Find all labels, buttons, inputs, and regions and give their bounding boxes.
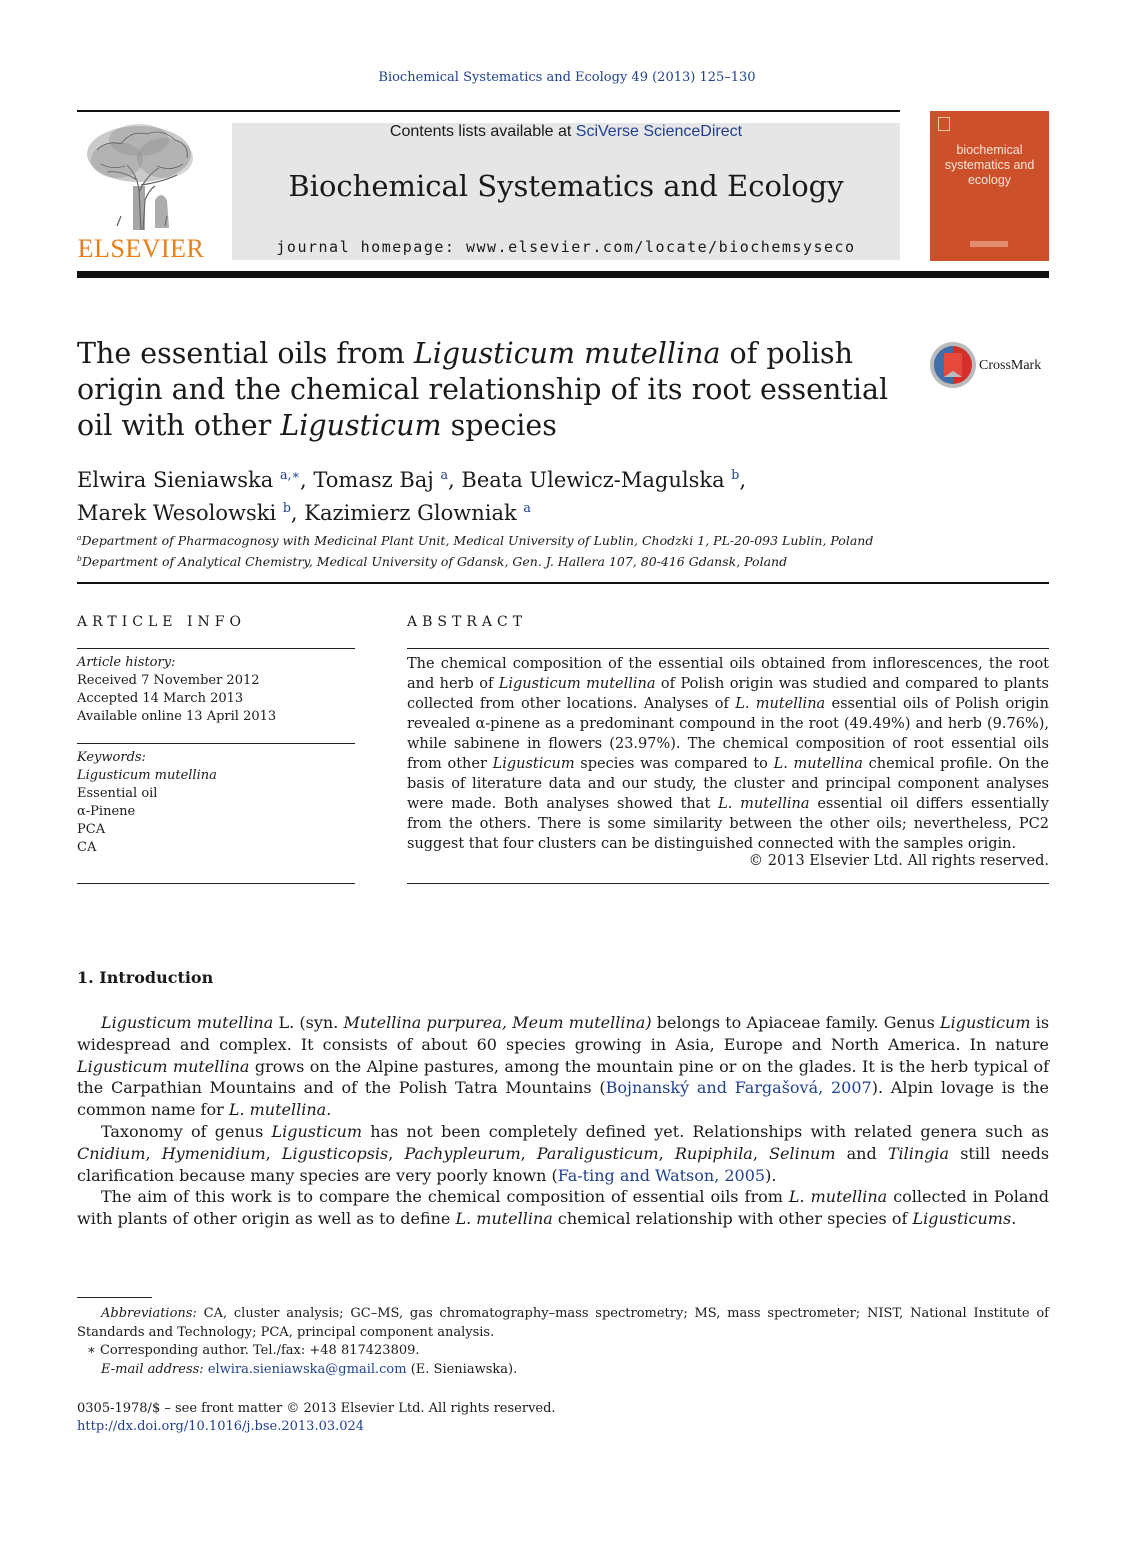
abstract-heading: ABSTRACT xyxy=(407,614,528,630)
author-affil-mark[interactable]: a xyxy=(523,500,531,515)
affiliation-item xyxy=(77,529,1037,550)
author-affil-mark[interactable]: b xyxy=(731,467,740,482)
affiliations xyxy=(77,529,1037,571)
author-affil-mark[interactable]: b xyxy=(282,500,291,515)
abstract-part: essential oils of Polish origin revealed α-pinene as a predominant compound in the root (49.49%) and herb (9.76%), while sabinene in flowers (23.97%). The chemical composition of root essential oils from other xyxy=(407,696,1049,772)
keyword-item: Essential oil xyxy=(77,786,158,801)
contents-line xyxy=(232,123,900,141)
cover-title: biochemical systematics and ecology xyxy=(944,143,1035,187)
abstract-part: chemical profile. On the basis of literature data and our study, the cluster and principal component analyses were made. Both analyses showed that xyxy=(407,756,1049,812)
header-top-rule xyxy=(77,110,900,112)
email-link[interactable]: elwira.sieniawska@gmail.com xyxy=(207,1361,407,1377)
author-name: Marek Wesolowski xyxy=(77,501,277,525)
author-separator: , xyxy=(300,468,314,492)
species-name: L. mutellina xyxy=(718,796,810,812)
journal-title: Biochemical Systematics and Ecology xyxy=(288,169,844,203)
cover-logo-icon xyxy=(938,117,950,131)
header-bottom-rule xyxy=(77,271,1049,278)
doi-link[interactable]: http://dx.doi.org/10.1016/j.bse.2013.03.024 xyxy=(77,1419,365,1434)
elsevier-tree-icon xyxy=(77,120,205,232)
divider xyxy=(77,743,355,744)
crossmark-label: CrossMark xyxy=(979,358,1042,373)
crossmark-icon xyxy=(929,341,977,389)
abstract-part: The chemical composition of the essential oils obtained from inflorescences, the root and herb of xyxy=(407,656,1049,692)
history-label: Article history: xyxy=(77,655,176,670)
divider xyxy=(407,883,1049,884)
article-info-heading: ARTICLE INFO xyxy=(77,614,246,630)
elsevier-wordmark: ELSEVIER xyxy=(77,234,205,263)
abstract-part: species was compared to xyxy=(574,756,774,772)
crossmark-badge[interactable] xyxy=(929,341,1049,391)
keyword-item: CA xyxy=(77,840,97,855)
author-affil-mark[interactable]: a xyxy=(440,467,449,482)
email-note: E-mail address: elwira.sieniawska@gmail.com (E. Sieniawska). xyxy=(101,1361,518,1377)
keywords-label: Keywords: xyxy=(77,750,146,765)
issn-line: 0305-1978/$ – see front matter © 2013 Elsevier Ltd. All rights reserved. xyxy=(77,1401,556,1416)
front-matter xyxy=(77,1400,1049,1436)
section-rule xyxy=(77,582,1049,584)
abstract-part: essential oil differs essentially from the others. There is some similarity between the other oils; nevertheless, PC2 suggest that four clusters can be distinguished connected with the samples origin. xyxy=(407,796,1049,852)
species-name: Ligusticum xyxy=(492,756,575,772)
keyword-item: α-Pinene xyxy=(77,804,136,819)
author-name: Tomasz Baj xyxy=(313,468,434,492)
author-name: Kazimierz Glowniak xyxy=(304,501,517,525)
elsevier-logo[interactable] xyxy=(77,120,205,264)
keyword-item: PCA xyxy=(77,822,106,837)
divider xyxy=(407,648,1049,649)
author-separator: , xyxy=(448,468,462,492)
species-name: Ligusticum mutellina xyxy=(498,676,656,692)
author-separator: , xyxy=(739,468,747,492)
citation-link[interactable]: Bojnanský and Fargašová, 2007 xyxy=(605,1078,872,1098)
keywords xyxy=(77,749,355,857)
title-part: The essential oils from xyxy=(77,337,414,370)
abstract-copyright: © 2013 Elsevier Ltd. All rights reserved. xyxy=(748,853,1049,869)
intro-paragraph: The aim of this work is to compare the chemical composition of essential oils from L. mutellina collected in Poland with plants of other origin as well as to define L. mutellina chemical relationship with other species of Ligusticums. xyxy=(77,1187,1049,1229)
author-separator: , xyxy=(290,501,305,525)
divider xyxy=(77,883,355,884)
accepted-date: Accepted 14 March 2013 xyxy=(77,691,244,706)
author-name: Beata Ulewicz-Magulska xyxy=(461,468,725,492)
affiliation-mark: a xyxy=(77,533,82,542)
affiliation-mark: b xyxy=(77,554,82,564)
intro-paragraph: Taxonomy of genus Ligusticum has not been completely defined yet. Relationships with related genera such as Cnidium, Hymenidium, Ligusticopsis, Pachypleurum, Paraligusticum, Rupiphila, Selinum and Tilingia still needs clarification because many species are very poorly known (Fa-ting and Watson, 2005). xyxy=(77,1121,1050,1185)
contents-prefix: Contents lists available at xyxy=(389,123,576,140)
corresponding-author-note: ∗ Corresponding author. Tel./fax: +48 817423809. xyxy=(87,1343,420,1358)
abbreviations-note: Abbreviations: CA, cluster analysis; GC–MS, gas chromatography–mass spectrometry; MS, mass spectrometer; NIST, National Institute of Standards and Technology; PCA, principal component analysis. xyxy=(77,1306,1049,1340)
title-species: Ligusticum mutellina xyxy=(413,337,721,370)
title-part: species xyxy=(441,409,557,442)
citation-link[interactable]: Fa-ting and Watson, 2005 xyxy=(557,1165,766,1185)
author-list xyxy=(77,461,977,527)
journal-header-box xyxy=(232,123,900,260)
cover-sciencedirect-icon xyxy=(970,241,1008,247)
title-genus: Ligusticum xyxy=(280,409,442,442)
keyword-item: Ligusticum mutellina xyxy=(77,768,217,783)
journal-reference[interactable]: Biochemical Systematics and Ecology 49 (2013) 125–130 xyxy=(378,70,756,85)
divider xyxy=(77,648,355,649)
author-name: Elwira Sieniawska xyxy=(77,468,274,492)
received-date: Received 7 November 2012 xyxy=(77,673,260,688)
journal-homepage[interactable]: journal homepage: www.elsevier.com/locate/biochemsyseco xyxy=(276,238,856,256)
article-history xyxy=(77,654,355,726)
abstract-text xyxy=(407,654,1049,854)
title-part: of polish origin and the chemical relationship of its root essential oil with other xyxy=(77,337,889,442)
footnotes xyxy=(77,1305,1049,1379)
intro-paragraph: Ligusticum mutellina L. (syn. Mutellina purpurea, Meum mutellina) belongs to Apiaceae family. Genus Ligusticum is widespread and complex. It consists of about 60 species growing in Asia, Europe and North America. In nature Ligusticum mutellina grows on the Alpine pastures, among the mountain pine or on the glades. It is the herb typical of the Carpathian Mountains and of the Polish Tatra Mountains (Bojnanský and Fargašová, 2007). Alpin lovage is the common name for L. mutellina. xyxy=(77,1013,1050,1120)
affiliation-item xyxy=(77,550,1037,571)
affiliation-text: Department of Analytical Chemistry, Medical University of Gdansk, Gen. J. Hallera 107, 80-416 Gdansk, Poland xyxy=(81,554,788,570)
footnote-rule xyxy=(77,1297,152,1298)
species-name: L. mutellina xyxy=(773,756,863,772)
intro-heading: 1. Introduction xyxy=(77,968,214,987)
author-affil-mark[interactable]: a,∗ xyxy=(279,467,301,482)
affiliation-text: Department of Pharmacognosy with Medicinal Plant Unit, Medical University of Lublin, Chodzki 1, PL-20-093 Lublin, Poland xyxy=(81,533,874,549)
abstract-part: of Polish origin was studied and compared to plants collected from other locations. Analyses of xyxy=(407,676,1049,712)
paper-title xyxy=(77,336,907,444)
species-name: L. mutellina xyxy=(735,696,826,712)
online-date: Available online 13 April 2013 xyxy=(77,709,277,724)
intro-body xyxy=(77,1012,1049,1230)
sciencedirect-link[interactable]: SciVerse ScienceDirect xyxy=(575,123,743,140)
journal-cover[interactable] xyxy=(930,111,1049,261)
